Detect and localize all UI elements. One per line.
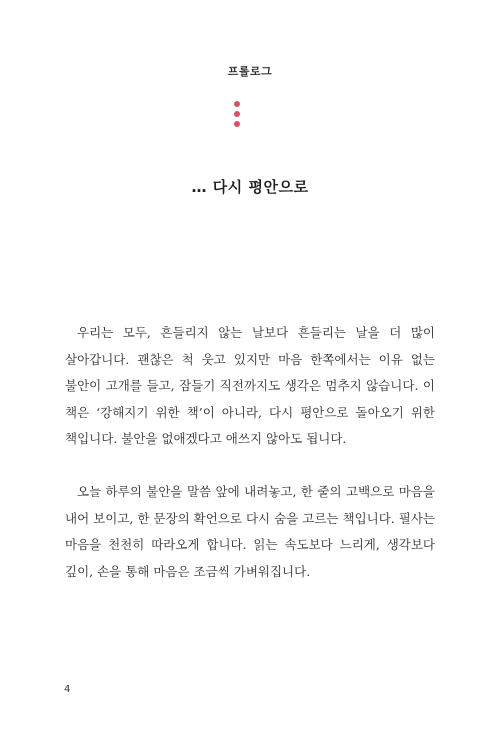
vertical-dots-icon [233, 101, 241, 131]
section-label: 프롤로그 [227, 65, 273, 78]
page-number: 4 [64, 684, 71, 695]
paragraph: 우리는 모두, 흔들리지 않는 날보다 흔들리는 날을 더 많이 살아갑니다. 괜찮은 척 웃고 있지만 마음 한쪽에서는 이유 없는 불안이 고개를 들고, 잠들기 직전까지도 생각은 멈추지 않습니다. 이 책은 ‘강해지기 위한 책’이 아니라, 다시 평안으로 돌아오기 위한 책입니다. 불안을 없애겠다고 애쓰지 않아도 됩니다. [65, 325, 435, 446]
ornament-dot [234, 101, 240, 107]
ornament-dot [234, 121, 240, 127]
paragraph: 오늘 하루의 불안을 말씀 앞에 내려놓고, 한 줄의 고백으로 마음을 내어 보이고, 한 문장의 확언으로 다시 숨을 고르는 책입니다. 필사는 마음을 천천히 따라오게 합니다. 읽는 속도보다 느리게, 생각보다 깊이, 손을 통해 마음은 조금씩 가벼워집니다. [65, 484, 435, 579]
body-text [65, 320, 435, 612]
ornament-dot [234, 111, 240, 117]
chapter-title: … 다시 평안으로 [191, 178, 309, 196]
